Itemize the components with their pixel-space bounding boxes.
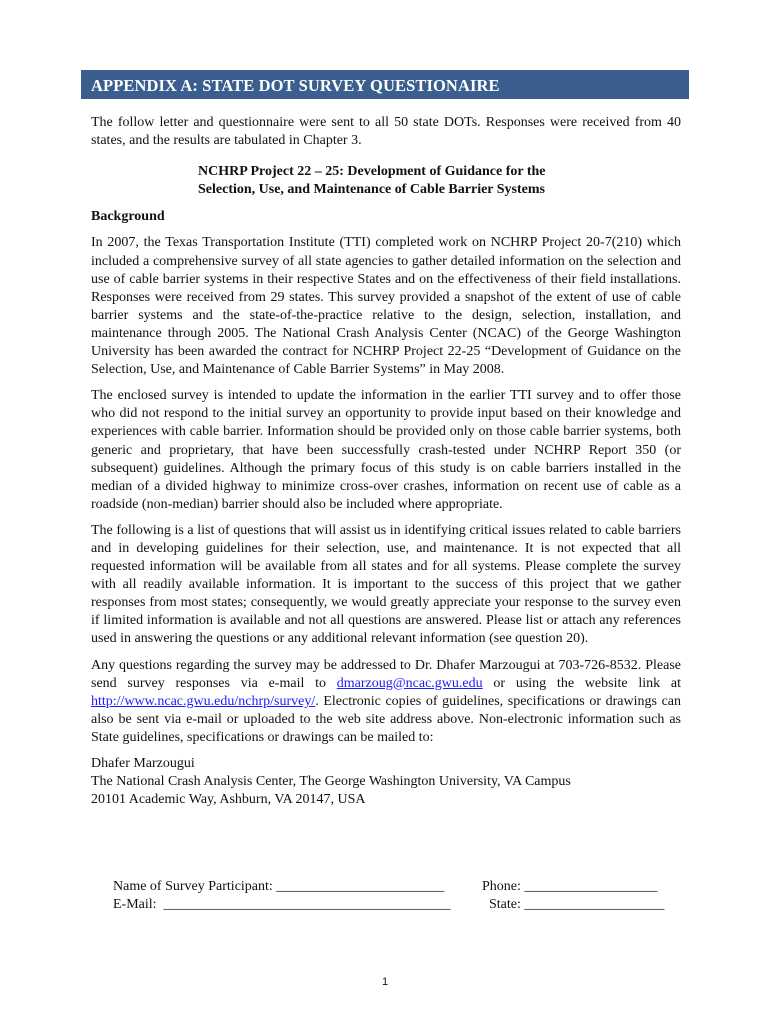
address-org: The National Crash Analysis Center, The George Washington University, VA Campus xyxy=(91,774,571,790)
contact-text-2: or using the website link at xyxy=(482,675,681,691)
project-title xyxy=(198,163,681,199)
participant-name-label: Name of Survey Participant: xyxy=(113,879,273,894)
form-row-email-state xyxy=(113,896,683,914)
project-title-line2: Selection, Use, and Maintenance of Cable Barrier Systems xyxy=(198,182,545,198)
page-number: 1 xyxy=(381,976,389,988)
contact-text-3: . Electronic copies of guidelines, specifications or drawings can also be sent via e-mail or uploaded to the web site address above. Non-electronic information such as State guidelines, specifications or drawings can be mailed to: xyxy=(91,693,681,745)
survey-website-link[interactable]: http://www.ncac.gwu.edu/nchrp/survey/ xyxy=(91,693,316,709)
participant-name-field[interactable] xyxy=(113,878,444,896)
state-label: State: xyxy=(489,897,521,913)
email-field[interactable] xyxy=(113,896,451,914)
phone-field[interactable] xyxy=(482,878,657,896)
participant-form xyxy=(113,878,683,914)
email-blank[interactable]: _________________________________________ xyxy=(163,897,451,913)
state-field[interactable] xyxy=(489,896,664,914)
phone-label: Phone: xyxy=(482,879,521,894)
address-name: Dhafer Marzougui xyxy=(91,756,195,771)
participant-name-blank[interactable]: ________________________ xyxy=(276,879,445,894)
address-street: 20101 Academic Way, Ashburn, VA 20147, USA xyxy=(91,792,366,808)
intro-paragraph: The follow letter and questionnaire were sent to all 50 state DOTs. Responses were received from 40 states, and the results are tabulated in Chapter 3. xyxy=(91,115,681,149)
phone-blank[interactable]: ___________________ xyxy=(524,879,658,894)
mailing-address xyxy=(91,755,681,809)
background-paragraph-1: In 2007, the Texas Transportation Institute (TTI) completed work on NCHRP Project 20-7(210) which included a comprehensive survey of all state agencies to gather detailed information on the selection and use of cable barrier systems in their respective States and on the effectiveness of their field installations. Responses were received from 29 states. This survey provided a snapshot of the extent of use of cable barrier systems and the state-of-the-practice relative to the design, selection, installation, and maintenance through 2005. The National Crash Analysis Center (NCAC) of the George Washington University has been awarded the contract for NCHRP Project 22-25 “Development of Guidance on the Selection, Use, and Maintenance of Cable Barrier Systems” in May 2008. xyxy=(91,235,681,378)
contact-text-1: Any questions regarding the survey may be addressed to Dr. Dhafer Marzougui at 703-726-8532. Please send survey responses via e-mail to xyxy=(91,657,681,691)
background-paragraph-2: The enclosed survey is intended to update the information in the earlier TTI survey and to offer those who did not respond to the initial survey an opportunity to provide input based on their knowledge and experiences with cable barrier. Information should be provided only on those cable barrier systems, both generic and proprietary, that have been successfully crash-tested under NCHRP Report 350 (or subsequent) guidelines. Although the primary focus of this study is on cable barriers installed in the median of a divided highway to minimize cross-over crashes, information on recent use of cable as a roadside (non-median) barrier should also be included where appropriate. xyxy=(91,388,681,512)
project-title-line1: NCHRP Project 22 – 25: Development of Guidance for the xyxy=(198,164,546,180)
email-link[interactable]: dmarzoug@ncac.gwu.edu xyxy=(336,675,483,691)
appendix-title-banner xyxy=(81,70,689,99)
email-label: E-Mail: xyxy=(113,897,157,913)
contact-paragraph xyxy=(91,657,681,747)
appendix-title: APPENDIX A: STATE DOT SURVEY QUESTIONAIRE xyxy=(91,76,500,95)
state-blank[interactable]: ____________________ xyxy=(524,897,665,913)
form-row-name-phone xyxy=(113,878,683,896)
background-heading: Background xyxy=(91,209,165,225)
document-body xyxy=(91,114,681,809)
background-paragraph-3: The following is a list of questions that will assist us in identifying critical issues related to cable barriers and in developing guidelines for their selection, use, and maintenance. It is not expected that all requested information will be available from all states and for all systems. Please complete the survey with all readily available information. It is important to the success of this project that we gather responses from most states; consequently, we would greatly appreciate your response to the survey even if limited information is available and not all questions are answered. Please list or attach any references used in answering the questions or any additional relevant information (see question 20). xyxy=(91,522,681,647)
